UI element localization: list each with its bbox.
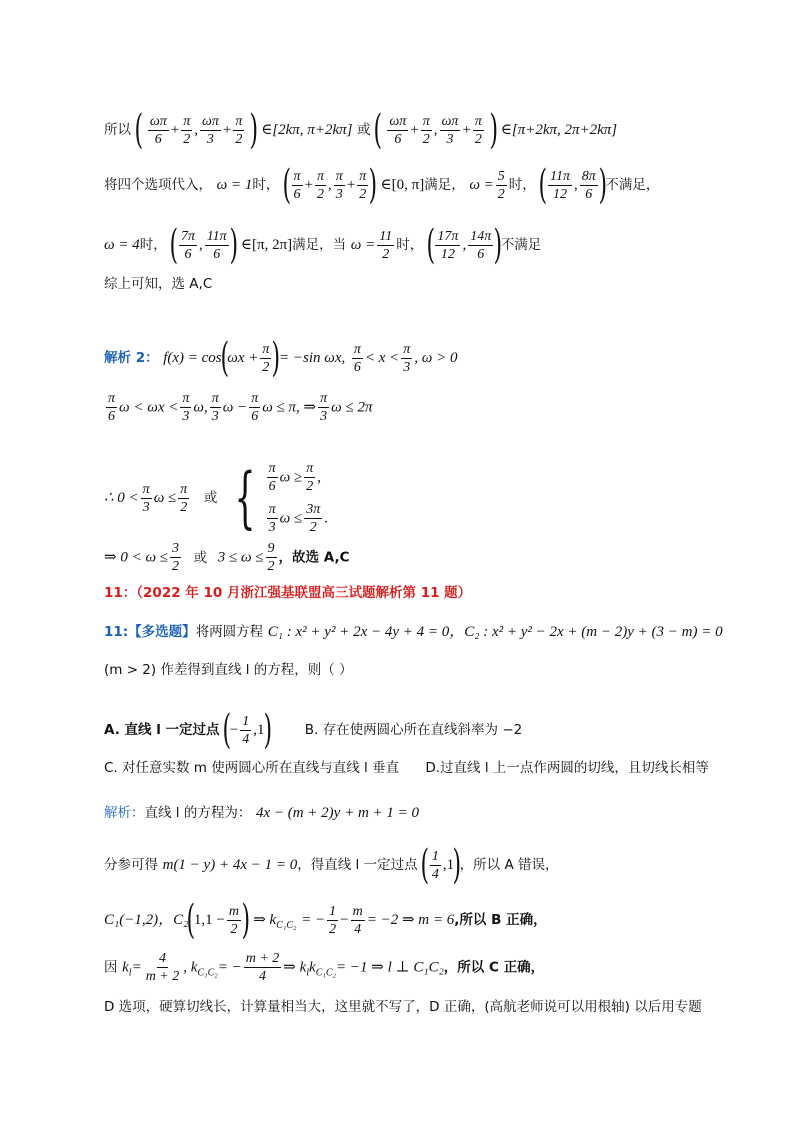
fraction: $\frac{\pi}{3}$ (268, 502, 276, 535)
fraction: $\frac{\pi}{2}$ (422, 113, 430, 147)
solution-2-line-3: ∴ 0 < $\frac{\pi}{3}$ ω ≤ $\frac{\pi}{2}$ 或 { $\frac{\pi}{6}$ ω ≥ $\frac{\pi}{2}$ , $\frac{\pi}{3}$ ω ≤ $\frac{3\pi}{2}$ . (104, 459, 328, 536)
fraction: $\frac{1}{2}$ (329, 903, 337, 937)
fraction: $\frac{3\pi}{2}$ (306, 502, 321, 535)
line-1: 所以 ( $\frac{\omega\pi}{6}$ + $\frac{\pi}{2}$ , $\frac{\omega\pi}{3}$ + $\frac{\pi}{2}$ ) ∈[2kπ, π+2kπ] 或 ( $\frac{\omega\pi}{6}$ + $\frac{\pi}{2}$ , $\frac{\omega\pi}{3}$ + $\frac{\pi}{2}$ ) ∈[π+2kπ, 2π+2kπ] (104, 107, 618, 153)
fraction: $\frac{\pi}{2}$ (359, 168, 367, 202)
conclusion-1: 综上可知，选 A,C (104, 276, 213, 292)
fraction: $\frac{\pi}{3}$ (182, 391, 190, 424)
fraction: $\frac{m}{2}$ (228, 903, 240, 937)
analysis-line-5: D 选项，硬算切线长，计算量相当大，这里就不写了，D 正确，(高航老师说可以用根轴) 以后用专题 (104, 999, 702, 1015)
fraction: $\frac{\pi}{3}$ (211, 391, 219, 424)
fraction: $\frac{\pi}{6}$ (353, 341, 361, 375)
fraction: $\frac{8\pi}{6}$ (581, 168, 596, 202)
solution-2-line-2: $\frac{\pi}{6}$ ω < ωx < $\frac{\pi}{3}$ ω, $\frac{\pi}{3}$ ω − $\frac{\pi}{6}$ ω ≤ π, ⇒ $\frac{\pi}{3}$ ω ≤ 2π (108, 391, 373, 424)
fraction: $\frac{14\pi}{6}$ (470, 228, 492, 262)
fraction: $\frac{\omega\pi}{3}$ (441, 113, 459, 147)
solution-2-line-4: ⇒ 0 < ω ≤ $\frac{3}{2}$ 或 3 ≤ ω ≤ $\frac{9}{2}$ ，故选 A,C (104, 541, 350, 574)
question-line-1: 11:【多选题】将两圆方程 C₁ : x² + y² + 2x − 4y + 4 = 0，C₂ : x² + y² − 2x + (m − 2)y + (3 − m) = 0 (104, 624, 723, 640)
option-d: D.过直线 l 上一点作两圆的切线，且切线长相等 (425, 760, 709, 776)
option-c-d (104, 758, 709, 778)
analysis-line-2: 分参可得 m(1 − y) + 4x − 1 = 0，得直线 l 一定过点 ( $\frac{1}{4}$ ,1)，所以 A 错误， (104, 842, 559, 888)
fraction: $\frac{\pi}{2}$ (262, 341, 270, 375)
fraction: $\frac{1}{4}$ (431, 848, 439, 882)
solution-2-line-1: 解析 2： f(x) = cos(ωx + $\frac{\pi}{2}$ )= −sin ωx, $\frac{\pi}{6}$ < x < $\frac{\pi}{3}$ , ω > 0 (104, 335, 458, 381)
fraction: $\frac{\pi}{2}$ (474, 113, 482, 147)
fraction: $\frac{1}{4}$ (242, 713, 250, 747)
fraction: $\frac{3}{2}$ (172, 541, 180, 574)
fraction: $\frac{7\pi}{6}$ (180, 228, 195, 262)
fraction: $\frac{\pi}{2}$ (317, 168, 325, 202)
fraction: $\frac{11\pi}{6}$ (206, 228, 227, 262)
fraction: $\frac{4}{m + 2}$ (145, 951, 180, 984)
fraction: $\frac{9}{2}$ (267, 541, 275, 574)
fraction: $\frac{11}{2}$ (379, 228, 393, 262)
fraction: $\frac{\pi}{3}$ (335, 168, 343, 202)
analysis-line-1: 解析：直线 l 的方程为： 4x − (m + 2)y + m + 1 = 0 (104, 805, 420, 821)
fraction: $\frac{5}{2}$ (497, 168, 505, 202)
fraction: $\frac{\omega\pi}{6}$ (389, 113, 407, 147)
option-b: B. 存在使两圆心所在直线斜率为 −2 (304, 722, 523, 738)
option-a: A. 直线 l 一定过点 (− $\frac{1}{4}$ ,1) B. 存在使两圆心所在直线斜率为 −2 (104, 707, 523, 753)
question-line-2: (m > 2) 作差得到直线 l 的方程，则（ ） (104, 662, 353, 678)
fraction: $\frac{\pi}{6}$ (251, 391, 259, 424)
question-heading: 11：（2022 年 10 月浙江强基联盟高三试题解析第 11 题） (104, 585, 472, 601)
fraction: $\frac{\pi}{6}$ (268, 461, 276, 494)
fraction: $\frac{\pi}{3}$ (320, 391, 328, 424)
line-2: 将四个选项代入， ω = 1时， ( $\frac{\pi}{6}$ + $\frac{\pi}{2}$ , $\frac{\pi}{3}$ + $\frac{\pi}{2}$ ) ∈[0, π]满足， ω = $\frac{5}{2}$ 时， ( $\frac{11\pi}{12}$ , $\frac{8\pi}{6}$ )不满足， (104, 162, 660, 208)
analysis-line-4: 因 $k_l=$ $\frac{4}{m + 2}$ , $k_{C_1C_2}=$ − $\frac{m + 2}{4}$ ⇒ $k_lk_{C_1C_2}= -1$ ⇒ l ⊥ C₁C₂，所以 C 正确， (104, 951, 545, 984)
fraction: $\frac{\pi}{2}$ (306, 461, 314, 494)
fraction: $\frac{\pi}{3}$ (142, 481, 150, 515)
fraction: $\frac{17\pi}{12}$ (437, 228, 459, 262)
fraction: $\frac{m}{4}$ (352, 903, 363, 937)
fraction: $\frac{\pi}{6}$ (293, 168, 301, 202)
option-c: C. 对任意实数 m 使两圆心所在直线与直线 l 垂直 (104, 760, 400, 776)
analysis-line-3: C₁(−1,2)，C₂(1,1 − $\frac{m}{2}$ ) ⇒ $k_{C_1C_2}$ = − $\frac{1}{2}$ − $\frac{m}{4}$ = −2 ⇒ m = 6,所以 B 正确， (104, 897, 547, 943)
fraction: $\frac{\pi}{2}$ (183, 113, 191, 147)
fraction: $\frac{\omega\pi}{3}$ (201, 113, 219, 147)
frac: $\frac{\omega\pi}{6}$ (149, 113, 167, 147)
fraction: $\frac{\pi}{2}$ (235, 113, 243, 147)
fraction: $\frac{m + 2}{4}$ (245, 951, 280, 984)
line-3: ω = 4时， ( $\frac{7\pi}{6}$ , $\frac{11\pi}{6}$ ) ∈[π, 2π]满足，当 ω = $\frac{11}{2}$ 时， ( $\frac{17\pi}{12}$ , $\frac{14\pi}{6}$ )不满足 (104, 222, 542, 268)
fraction: $\frac{\pi}{6}$ (108, 391, 116, 424)
fraction: $\frac{11\pi}{12}$ (550, 168, 570, 202)
fraction: $\frac{\pi}{2}$ (180, 481, 188, 515)
fraction: $\frac{\pi}{3}$ (403, 341, 411, 375)
